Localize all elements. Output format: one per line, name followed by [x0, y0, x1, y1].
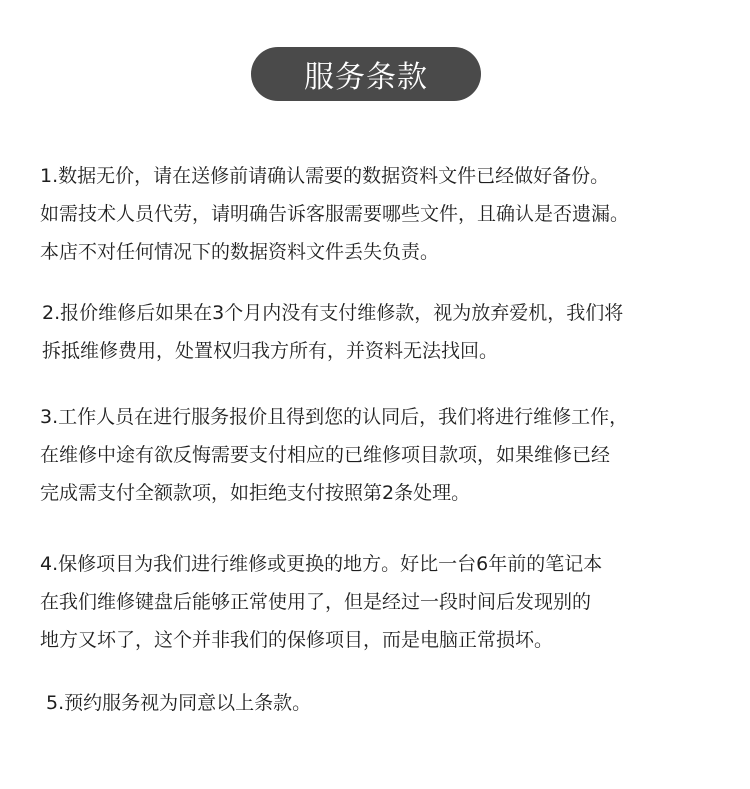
- clause-line: 拆抵维修费用，处置权归我方所有，并资料无法找回。: [42, 340, 499, 362]
- clause-line: 本店不对任何情况下的数据资料文件丢失负责。: [40, 241, 440, 263]
- clause-line: 2.报价维修后如果在3个月内没有支付维修款，视为放弃爱机，我们将: [42, 302, 624, 324]
- clause-line: 如需技术人员代劳，请明确告诉客服需要哪些文件，且确认是否遗漏。: [40, 203, 630, 225]
- clause-line: 3.工作人员在进行服务报价且得到您的认同后，我们将进行维修工作，: [40, 406, 629, 428]
- clause-line: 完成需支付全额款项，如拒绝支付按照第2条处理。: [40, 482, 471, 504]
- page-title: 服务条款: [251, 47, 481, 101]
- clause-1: [40, 157, 629, 271]
- clause-line: 1.数据无价，请在送修前请确认需要的数据资料文件已经做好备份。: [40, 165, 610, 187]
- clause-line: 在我们维修键盘后能够正常使用了，但是经过一段时间后发现别的: [40, 591, 592, 613]
- clause-4: [40, 545, 602, 659]
- clause-line: 地方又坏了，这个并非我们的保修项目，而是电脑正常损坏。: [40, 629, 554, 651]
- clause-line: 在维修中途有欲反悔需要支付相应的已维修项目款项，如果维修已经: [40, 444, 611, 466]
- clause-5: [46, 684, 311, 722]
- clause-2: [42, 294, 623, 370]
- clause-3: [40, 398, 628, 512]
- clause-line: 5.预约服务视为同意以上条款。: [46, 692, 312, 714]
- clause-line: 4.保修项目为我们进行维修或更换的地方。好比一台6年前的笔记本: [40, 553, 603, 575]
